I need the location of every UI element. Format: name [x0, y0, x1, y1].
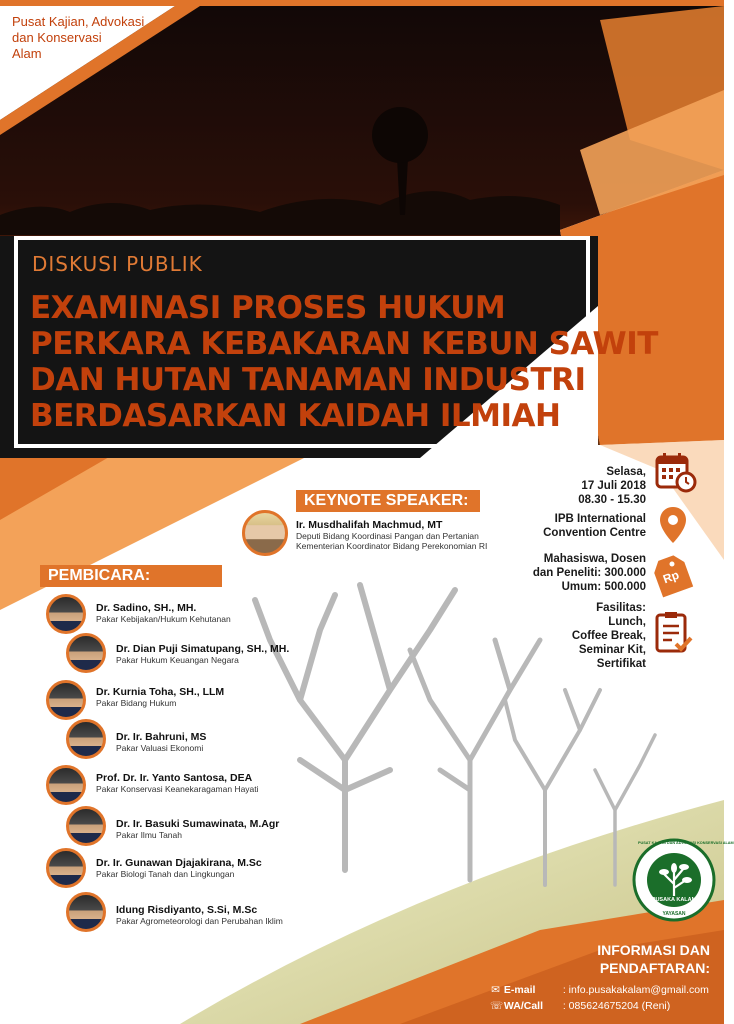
speaker-item	[96, 686, 224, 708]
speaker-name: Idung Risdiyanto, S.Si, M.Sc	[116, 904, 258, 916]
fac-line-2: Lunch,	[608, 616, 646, 628]
calendar-icon	[654, 450, 698, 494]
speaker-role: Pakar Konservasi Keanekaragaman Hayati	[96, 784, 259, 794]
keynote-avatar	[242, 510, 288, 556]
speaker-role: Pakar Ilmu Tanah	[116, 830, 182, 840]
email-value[interactable]: : info.pusakakalam@gmail.com	[562, 984, 709, 996]
speaker-name: Dr. Ir. Bahruni, MS	[116, 731, 207, 743]
price-tag-icon	[654, 555, 690, 595]
wa-value[interactable]: : 085624675204 (Reni)	[562, 1000, 671, 1012]
speaker-avatar	[66, 806, 106, 846]
fac-line-3: Coffee Break,	[571, 630, 646, 642]
logo-sub: YAYASAN	[662, 911, 686, 917]
speaker-name: Prof. Dr. Ir. Yanto Santosa, DEA	[96, 772, 253, 784]
time-value: 08.30 - 15.30	[578, 494, 646, 506]
email-label: E-mail	[503, 984, 536, 996]
pusaka-kalam-logo	[632, 838, 734, 922]
info-facilities	[520, 601, 646, 671]
info-date	[520, 465, 646, 507]
phone-icon: ☏	[490, 1000, 504, 1012]
speaker-name: Dr. Kurnia Toha, SH., LLM	[96, 686, 225, 698]
speaker-name: Dr. Dian Puji Simatupang, SH., MH.	[116, 643, 290, 655]
keynote-role-1: Deputi Bidang Koordinasi Pangan dan Pertanian	[296, 531, 479, 541]
speaker-avatar	[66, 719, 106, 759]
fac-line-4: Seminar Kit,	[578, 644, 646, 656]
registration-contact	[490, 982, 709, 1014]
date-value: 17 Juli 2018	[581, 480, 646, 492]
speaker-item	[96, 857, 262, 879]
title-line-3: DAN HUTAN TANAMAN INDUSTRI	[30, 362, 586, 398]
registration-title-2: PENDAFTARAN:	[599, 960, 710, 976]
speaker-avatar	[66, 892, 106, 932]
speaker-item	[116, 731, 206, 753]
speaker-item	[116, 643, 289, 665]
speaker-item	[96, 602, 231, 624]
fee-line-2: dan Peneliti: 300.000	[532, 567, 646, 579]
speaker-role: Pakar Hukum Keuangan Negara	[116, 655, 239, 665]
header-panel	[0, 236, 658, 458]
title-line-2: PERKARA KEBAKARAN KEBUN SAWIT	[30, 326, 658, 362]
organizer-line-2: dan Konservasi	[12, 30, 102, 45]
email-icon: ✉	[491, 984, 500, 996]
info-fee	[490, 552, 646, 594]
speaker-item	[116, 904, 283, 926]
fee-line-1: Mahasiswa, Dosen	[543, 553, 646, 565]
title-line-4: BERDASARKAN KAIDAH ILMIAH	[30, 398, 561, 434]
keynote-label: KEYNOTE SPEAKER:	[296, 490, 480, 512]
checklist-icon	[654, 610, 694, 656]
organizer-name	[12, 14, 144, 62]
event-type: DISKUSI PUBLIK	[32, 252, 203, 276]
fee-line-3: Umum: 500.000	[561, 581, 646, 593]
speaker-role: Pakar Valuasi Ekonomi	[116, 743, 204, 753]
speaker-avatar	[46, 680, 86, 720]
fac-line-5: Sertifikat	[596, 658, 646, 670]
venue-line-1: IPB International	[554, 513, 646, 525]
speaker-role: Pakar Bidang Hukum	[96, 698, 177, 708]
speaker-name: Dr. Sadino, SH., MH.	[96, 602, 197, 614]
speaker-role: Pakar Kebijakan/Hukum Kehutanan	[96, 614, 231, 624]
location-pin-icon	[658, 505, 688, 545]
keynote-name: Ir. Musdhalifah Machmud, MT	[296, 519, 443, 531]
keynote-role-2: Kementerian Koordinator Bidang Perekonomian RI	[296, 541, 488, 551]
title-line-1: EXAMINASI PROSES HUKUM	[30, 290, 506, 326]
event-title	[30, 290, 658, 434]
speaker-avatar	[66, 633, 106, 673]
rp-label: Rp	[661, 567, 681, 587]
speaker-avatar	[46, 594, 86, 634]
info-venue	[520, 512, 646, 540]
registration-title	[540, 941, 710, 977]
speaker-name: Dr. Ir. Gunawan Djajakirana, M.Sc	[96, 857, 262, 869]
speaker-avatar	[46, 765, 86, 805]
registration-title-1: INFORMASI DAN	[597, 942, 710, 958]
organizer-line-1: Pusat Kajian, Advokasi	[12, 14, 145, 29]
speaker-role: Pakar Agrometeorologi dan Perubahan Iklim	[116, 916, 283, 926]
speaker-role: Pakar Biologi Tanah dan Lingkungan	[96, 869, 235, 879]
speaker-name: Dr. Ir. Basuki Sumawinata, M.Agr	[116, 818, 280, 830]
speaker-item	[116, 818, 279, 840]
speaker-item	[96, 772, 259, 794]
date-day: Selasa,	[606, 466, 646, 478]
logo-name: PUSAKA KALAM	[651, 897, 697, 903]
speaker-avatar	[46, 848, 86, 888]
keynote-info	[296, 519, 487, 551]
wa-label: WA/Call	[503, 1000, 544, 1012]
fac-line-1: Fasilitas:	[596, 602, 646, 614]
pembicara-label: PEMBICARA:	[40, 565, 222, 587]
venue-line-2: Convention Centre	[543, 527, 646, 539]
organizer-line-3: Alam	[12, 46, 42, 61]
logo-ring-text: PUSAT KAJIAN DAN ADVOKASI KONSERVASI ALAM	[638, 841, 734, 845]
